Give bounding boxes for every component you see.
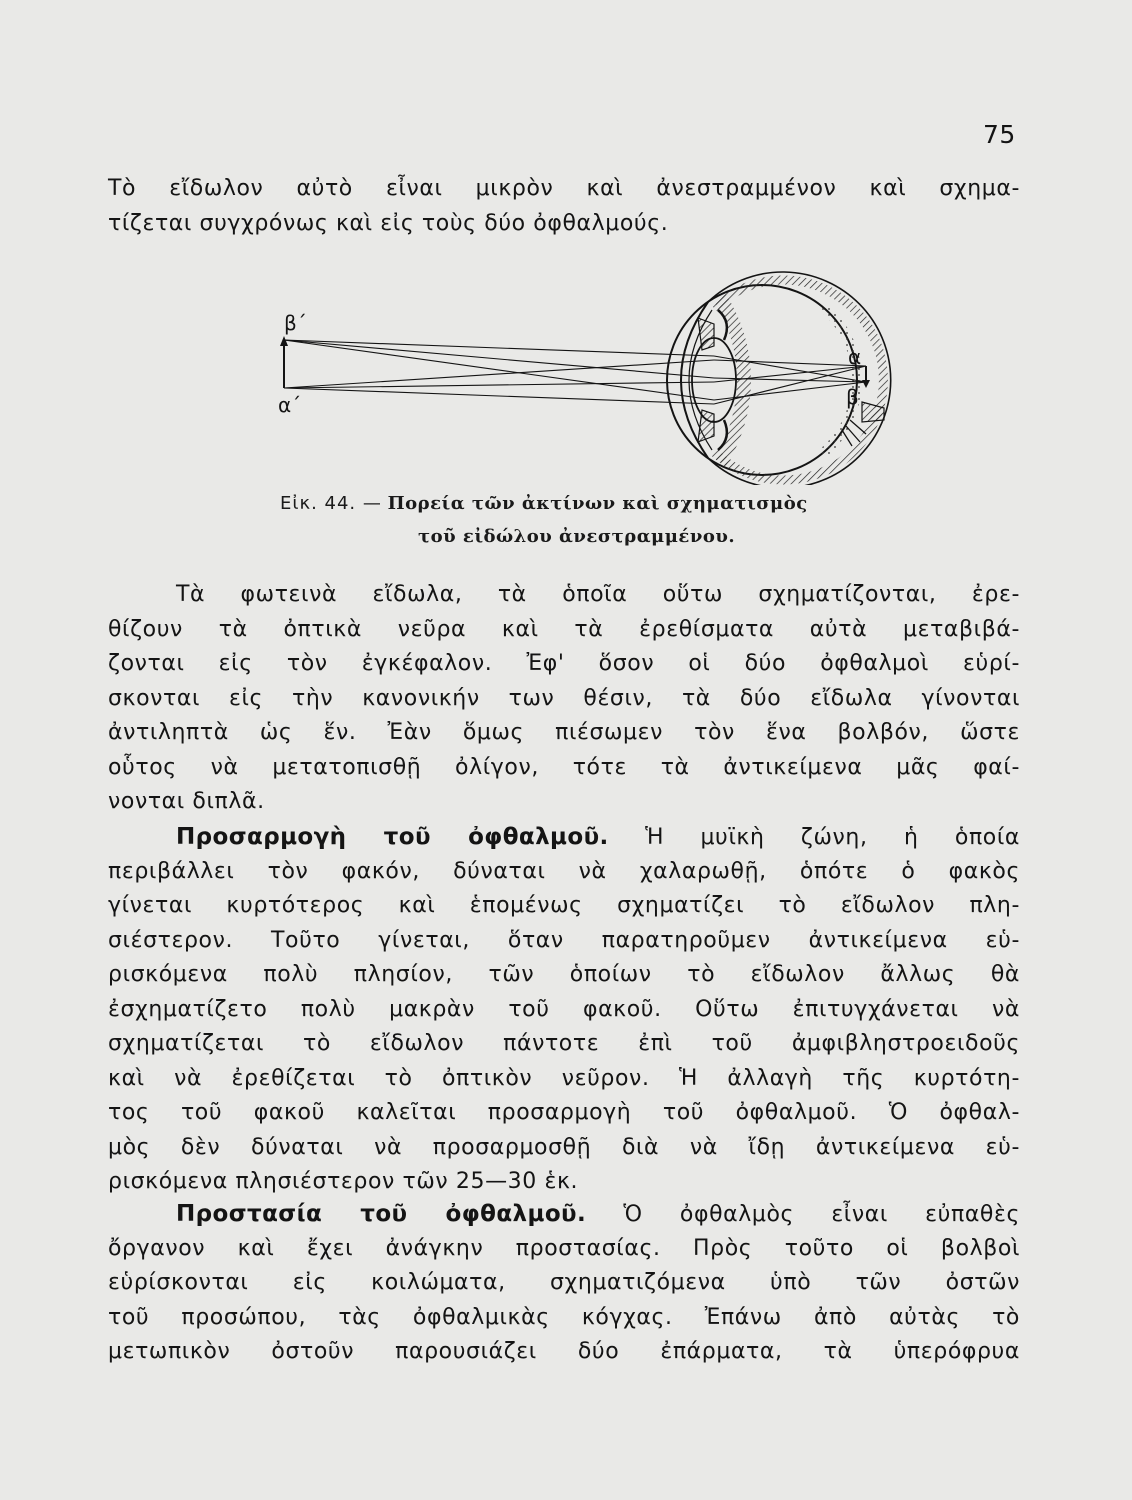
text-line xyxy=(108,1197,1020,1232)
label-a-prime: α΄ xyxy=(278,393,302,417)
text-line: Τὸ εἴδωλον αὐτὸ εἶναι μικρὸν καὶ ἀνεστραμμένον καὶ σχημα- xyxy=(108,176,1020,201)
text-line: οὗτος νὰ μετατοπισθῇ ὀλίγον, τότε τὰ ἀντικείμενα μᾶς φαί- xyxy=(108,754,1020,780)
page-number: 75 xyxy=(983,120,1016,149)
figure-caption-continued xyxy=(418,526,1018,547)
text-run: Ἡ μυϊκὴ ζώνη, ἡ ὁποία xyxy=(645,825,1021,850)
text-line: σιέστερον. Τοῦτο γίνεται, ὅταν παρατηροῦμεν ἀντικείμενα εὑ- xyxy=(108,927,1020,953)
caption-number: Εἰκ. 44. — xyxy=(280,493,382,514)
text-line: ἀντιληπτὰ ὡς ἕν. Ἐὰν ὅμως πιέσωμεν τὸν ἕνα βολβόν, ὥστε xyxy=(108,720,1020,745)
section-heading-protection: Προστασία τοῦ ὀφθαλμοῦ. xyxy=(176,1201,587,1227)
text-line: ὄργανον καὶ ἔχει ἀνάγκην προστασίας. Πρὸς τοῦτο οἱ βολβοὶ xyxy=(108,1235,1020,1261)
text-line: Τὰ φωτεινὰ εἴδωλα, τὰ ὁποῖα οὕτω σχηματίζονται, ἐρε- xyxy=(176,582,1020,607)
text-line: γίνεται κυρτότερος καὶ ἑπομένως σχηματίζει τὸ εἴδωλον πλη- xyxy=(108,893,1020,918)
text-line: εὑρίσκονται εἰς κοιλώματα, σχηματιζόμενα ὑπὸ τῶν ὀστῶν xyxy=(108,1270,1020,1295)
light-rays xyxy=(284,340,866,404)
text-line: καὶ νὰ ἐρεθίζεται τὸ ὀπτικὸν νεῦρον. Ἡ ἀλλαγὴ τῆς κυρτότη- xyxy=(108,1065,1020,1091)
text-line xyxy=(108,820,1020,855)
object-arrow-head xyxy=(280,336,288,346)
text-line: νονται διπλᾶ. xyxy=(108,789,265,814)
eye-ray-diagram xyxy=(262,270,902,485)
eye-diagram-svg xyxy=(262,270,902,485)
text-run: Ὁ ὀφθαλμὸς εἶναι εὐπαθὲς xyxy=(623,1202,1020,1227)
text-line: τοῦ προσώπου, τὰς ὀφθαλμικὰς κόγχας. Ἐπάνω ἀπὸ αὐτὰς τὸ xyxy=(108,1304,1020,1330)
text-line: θίζουν τὰ ὀπτικὰ νεῦρα καὶ τὰ ἐρεθίσματα αὐτὰ μεταβιβά- xyxy=(108,616,1020,642)
caption-title: Πορεία τῶν ἀκτίνων καὶ σχηματισμὸς xyxy=(387,493,808,514)
text-line: ρισκόμενα πολὺ πλησίον, τῶν ὁποίων τὸ εἴδωλον ἄλλως θὰ xyxy=(108,962,1020,987)
text-line: τος τοῦ φακοῦ καλεῖται προσαρμογὴ τοῦ ὀφθαλμοῦ. Ὁ ὀφθαλ- xyxy=(108,1100,1020,1125)
text-line: περιβάλλει τὸν φακόν, δύναται νὰ χαλαρωθῇ, ὁπότε ὁ φακὸς xyxy=(108,858,1020,884)
intro-paragraph xyxy=(108,172,1020,241)
text-line: μετωπικὸν ὀστοῦν παρουσιάζει δύο ἐπάρματα, τὰ ὑπερόφρυα xyxy=(108,1339,1020,1364)
text-line: σκονται εἰς τὴν κανονικήν των θέσιν, τὰ δύο εἴδωλα γίνονται xyxy=(108,685,1020,711)
paragraph-accommodation xyxy=(108,820,1020,1200)
paragraph-protection xyxy=(108,1197,1020,1370)
text-line: τίζεται συγχρόνως καὶ εἰς τοὺς δύο ὀφθαλμούς. xyxy=(108,210,669,236)
text-line: ἐσχηματίζετο πολὺ μακρὰν τοῦ φακοῦ. Οὕτω ἐπιτυγχάνεται νὰ xyxy=(108,996,1020,1022)
text-line: σχηματίζεται τὸ εἴδωλον πάντοτε ἐπὶ τοῦ ἀμφιβληστροειδοῦς xyxy=(108,1031,1020,1056)
eyeball xyxy=(656,272,891,485)
label-b-prime: β΄ xyxy=(284,311,307,335)
paragraph-luminous-images xyxy=(108,578,1020,820)
image-arrow-head xyxy=(862,380,870,388)
caption-title-continued: τοῦ εἰδώλου ἀνεστραμμένου. xyxy=(418,526,736,547)
section-heading-accommodation: Προσαρμογὴ τοῦ ὀφθαλμοῦ. xyxy=(176,824,609,850)
figure-caption xyxy=(280,493,880,514)
text-line: μὸς δὲν δύναται νὰ προσαρμοσθῇ διὰ νὰ ἴδῃ ἀντικείμενα εὑ- xyxy=(108,1134,1020,1160)
label-b: β xyxy=(846,385,859,409)
text-line: ρισκόμενα πλησιέστερον τῶν 25—30 ἑκ. xyxy=(108,1169,579,1194)
text-line: ζονται εἰς τὸν ἐγκέφαλον. Ἐφ' ὅσον οἱ δύο ὀφθαλμοὶ εὑρί- xyxy=(108,651,1020,676)
label-a: α xyxy=(848,345,862,369)
